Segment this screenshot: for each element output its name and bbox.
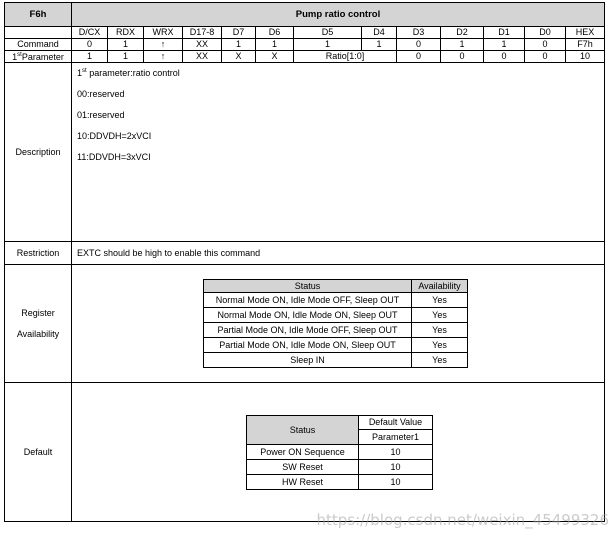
command-bit: 1 (484, 39, 525, 51)
command-spec-table (4, 2, 605, 522)
default-header-value: Default Value (359, 416, 433, 430)
register-availability-row (5, 265, 605, 383)
column-header: D7 (222, 27, 256, 39)
default-row-item (247, 460, 433, 475)
command-bit: 1 (256, 39, 294, 51)
column-header: D17-8 (183, 27, 222, 39)
column-header: D6 (256, 27, 294, 39)
description-body (72, 63, 605, 242)
availability-table (203, 279, 468, 368)
restriction-text: EXTC should be high to enable this command (72, 242, 605, 265)
default-label: Default (5, 383, 72, 522)
description-line: 00:reserved (77, 89, 125, 99)
command-code: F6h (5, 3, 72, 27)
availability-row (204, 338, 468, 353)
parameter-bit: 0 (397, 51, 441, 63)
restriction-row (5, 242, 605, 265)
command-title: Pump ratio control (72, 3, 605, 27)
default-value: 10 (359, 475, 433, 490)
parameter-bit: X (256, 51, 294, 63)
restriction-label: Restriction (5, 242, 72, 265)
availability-value: Yes (412, 353, 468, 368)
availability-status: Normal Mode ON, Idle Mode OFF, Sleep OUT (204, 293, 412, 308)
availability-row (204, 293, 468, 308)
command-bit: XX (183, 39, 222, 51)
default-status: SW Reset (247, 460, 359, 475)
column-header: D/CX (72, 27, 108, 39)
description-line: 10:DDVDH=2xVCI (77, 131, 152, 141)
command-hex: F7h (566, 39, 605, 51)
column-header: RDX (108, 27, 144, 39)
empty-header-cell (5, 27, 72, 39)
availability-header-status: Status (204, 280, 412, 293)
register-availability-cell (72, 265, 605, 383)
command-bit: 1 (441, 39, 484, 51)
command-row-label: Command (5, 39, 72, 51)
command-bit: ↑ (144, 39, 183, 51)
parameter-bit: 1 (108, 51, 144, 63)
parameter-bit: ↑ (144, 51, 183, 63)
description-label: Description (5, 63, 72, 242)
command-bit: 1 (108, 39, 144, 51)
availability-status: Partial Mode ON, Idle Mode ON, Sleep OUT (204, 338, 412, 353)
parameter-bit: 0 (484, 51, 525, 63)
column-header-row (5, 27, 605, 39)
description-line: 01:reserved (77, 110, 125, 120)
description-first-line: 1st parameter:ratio control (77, 68, 180, 78)
availability-status: Partial Mode ON, Idle Mode OFF, Sleep OUT (204, 323, 412, 338)
default-row-item (247, 445, 433, 460)
command-bit: 0 (72, 39, 108, 51)
column-header: D0 (525, 27, 566, 39)
column-header: D5 (294, 27, 362, 39)
parameter-row-label: 1stParameter (5, 51, 72, 63)
default-table (246, 415, 433, 490)
default-header-status: Status (247, 416, 359, 445)
column-header: WRX (144, 27, 183, 39)
description-row (5, 63, 605, 242)
column-header: D4 (362, 27, 397, 39)
availability-status: Sleep IN (204, 353, 412, 368)
default-row-item (247, 475, 433, 490)
default-header-parameter: Parameter1 (359, 430, 433, 445)
register-availability-label: Register Availability (5, 265, 72, 383)
command-bit: 0 (397, 39, 441, 51)
command-row (5, 39, 605, 51)
parameter-bit: X (222, 51, 256, 63)
column-header: D1 (484, 27, 525, 39)
command-bit: 1 (362, 39, 397, 51)
command-bit: 1 (222, 39, 256, 51)
default-status: Power ON Sequence (247, 445, 359, 460)
availability-status: Normal Mode ON, Idle Mode ON, Sleep OUT (204, 308, 412, 323)
parameter-bit: 0 (525, 51, 566, 63)
command-bit: 0 (525, 39, 566, 51)
command-bit: 1 (294, 39, 362, 51)
availability-value: Yes (412, 338, 468, 353)
availability-row (204, 308, 468, 323)
parameter-row (5, 51, 605, 63)
column-header: D3 (397, 27, 441, 39)
availability-value: Yes (412, 293, 468, 308)
availability-row (204, 323, 468, 338)
default-row (5, 383, 605, 522)
availability-value: Yes (412, 323, 468, 338)
title-row (5, 3, 605, 27)
availability-row (204, 353, 468, 368)
parameter-bit: XX (183, 51, 222, 63)
parameter-bit: 0 (441, 51, 484, 63)
default-value: 10 (359, 445, 433, 460)
availability-header-availability: Availability (412, 280, 468, 293)
column-header: HEX (566, 27, 605, 39)
availability-value: Yes (412, 308, 468, 323)
csdn-watermark: https://blog.csdn.net/weixin_45499326 (316, 511, 609, 529)
default-cell (72, 383, 605, 522)
parameter-bit: 1 (72, 51, 108, 63)
parameter-hex: 10 (566, 51, 605, 63)
default-status: HW Reset (247, 475, 359, 490)
description-line: 11:DDVDH=3xVCI (77, 152, 151, 162)
ratio-field: Ratio[1:0] (294, 51, 397, 63)
column-header: D2 (441, 27, 484, 39)
default-value: 10 (359, 460, 433, 475)
